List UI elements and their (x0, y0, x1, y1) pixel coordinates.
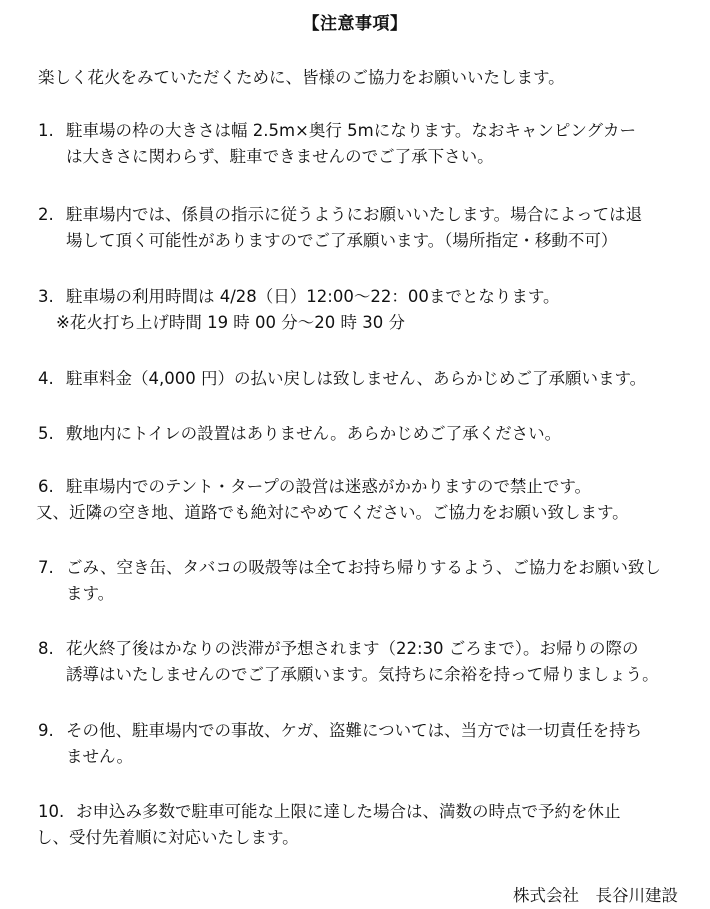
item-number: 7. (38, 558, 54, 577)
item-text: ます。 (66, 584, 115, 603)
item-text: 場して頂く可能性がありますのでご了承願います。（場所指定・移動不可） (66, 231, 618, 250)
item-number: 8. (38, 639, 54, 658)
item-text: 駐車料金（4,000 円）の払い戻しは致しません、あらかじめご了承願います。 (66, 369, 647, 388)
item-text: 誘導はいたしませんのでご了承願います。気持ちに余裕を持って帰りましょう。 (66, 665, 659, 684)
item-text: し、受付先着順に対応いたします。 (36, 828, 299, 847)
item-text: 駐車場内でのテント・タープの設営は迷惑がかかりますので禁止です。 (66, 477, 592, 496)
item-text: 又、近隣の空き地、道路でも絶対にやめてください。ご協力をお願い致します。 (36, 503, 629, 522)
item-number: 10. (38, 802, 65, 821)
notice-item-1 (38, 118, 636, 170)
item-text: お申込み多数で駐車可能な上限に達した場合は、満数の時点で予約を休止 (76, 802, 621, 821)
item-number: 4. (38, 369, 54, 388)
notice-item-10 (38, 799, 621, 851)
page-title: 【注意事項】 (302, 14, 408, 34)
item-text: ません。 (66, 747, 133, 766)
item-text: 駐車場の枠の大きさは幅 2.5m×奥行 5mになります。なおキャンピングカー (66, 121, 637, 140)
notice-item-6 (38, 474, 629, 526)
notice-item-9 (38, 718, 642, 770)
company-signature: 株式会社 長谷川建設 (513, 886, 678, 905)
notice-item-5 (38, 421, 561, 447)
item-number: 5. (38, 424, 54, 443)
item-text: 敷地内にトイレの設置はありません。あらかじめご了承ください。 (66, 424, 562, 443)
notice-item-8 (38, 636, 659, 688)
notice-item-4 (38, 366, 646, 392)
intro-text: 楽しく花火をみていただくために、皆様のご協力をお願いいたします。 (38, 68, 565, 87)
item-note: ※花火打ち上げ時間 19 時 00 分～20 時 30 分 (56, 313, 406, 332)
notice-item-3 (38, 284, 560, 336)
item-text: 駐車場の利用時間は 4/28（日）12:00～22：00までとなります。 (66, 287, 560, 306)
item-text: 花火終了後はかなりの渋滞が予想されます（22:30 ごろまで）。お帰りの際の (66, 639, 639, 658)
notice-item-2 (38, 202, 642, 254)
item-number: 6. (38, 477, 54, 496)
item-number: 3. (38, 287, 54, 306)
item-text: その他、駐車場内での事故、ケガ、盗難については、当方では一切責任を持ち (66, 721, 643, 740)
item-number: 1. (38, 121, 54, 140)
item-number: 9. (38, 721, 54, 740)
notice-item-7 (38, 555, 661, 607)
item-text: 駐車場内では、係員の指示に従うようにお願いいたします。場合によっては退 (66, 205, 643, 224)
item-text: ごみ、空き缶、タバコの吸殻等は全てお持ち帰りするよう、ご協力をお願い致し (66, 558, 661, 577)
item-text: は大きさに関わらず、駐車できませんのでご了承下さい。 (66, 147, 494, 166)
item-number: 2. (38, 205, 54, 224)
